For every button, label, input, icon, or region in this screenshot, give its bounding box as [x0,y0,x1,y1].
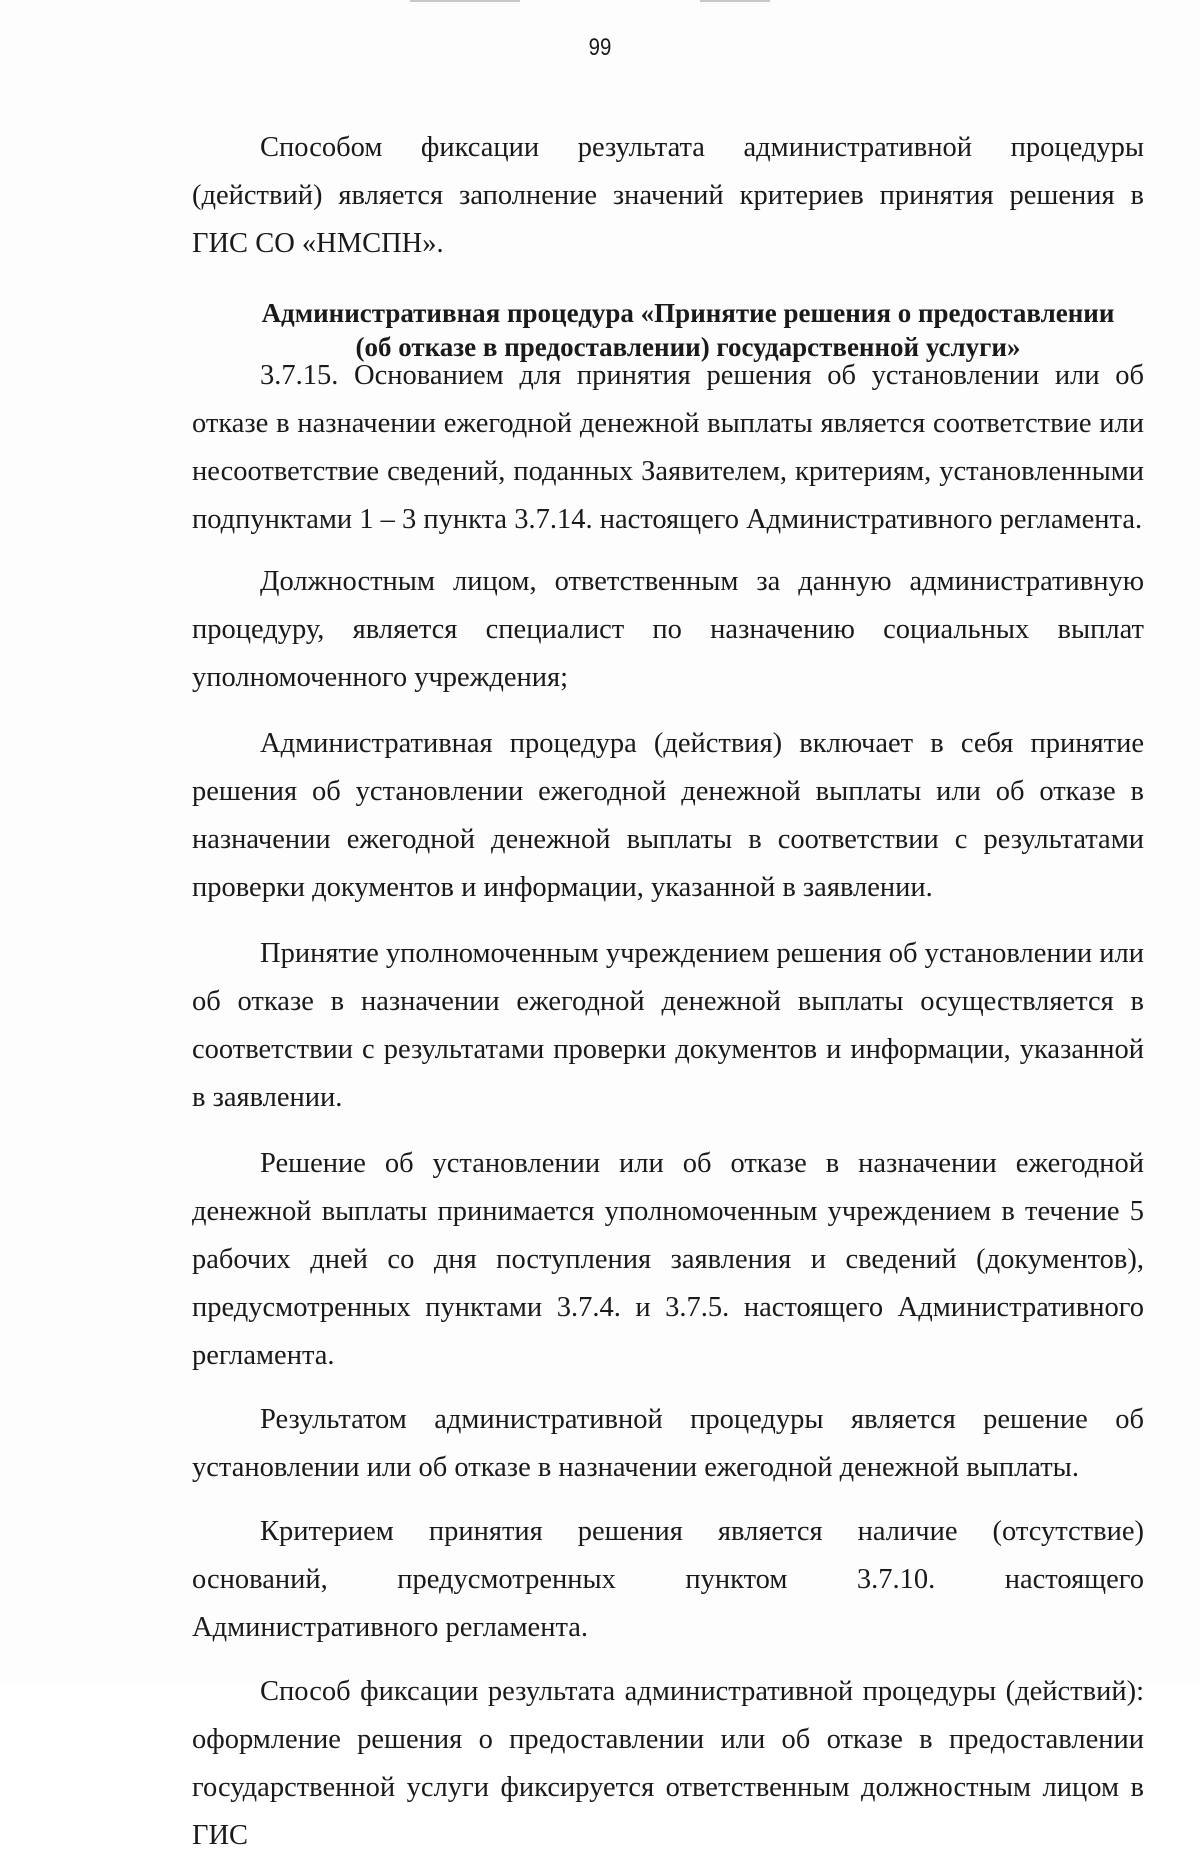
paragraph: Критерием принятия решения является наличие (отсутствие) оснований, предусмотренных пунктом 3.7.10. настоящего Административного регламента. [192,1516,1144,1643]
paragraph: Должностным лицом, ответственным за данную административную процедуру, является специалист по назначению социальных выплат уполномоченного учреждения; [192,566,1144,693]
paragraph: 3.7.15. Основанием для принятия решения об установлении или об отказе в назначении ежегодной денежной выплаты является соответствие или несоответствие сведений, поданных Заявителем, критериям, установленными подпунктами 1 – 3 пункта 3.7.14. настоящего Административного регламента. [192,360,1144,535]
body-block [192,352,1144,1860]
intro-block [192,124,1144,268]
scan-artifact [700,0,770,2]
paragraph: Принятие уполномоченным учреждением решения об установлении или об отказе в назначении ежегодной денежной выплаты осуществляется в соответствии с результатами проверки документов и информации, указанной в заявлении. [192,938,1144,1113]
page-number: 99 [588,34,612,61]
scan-artifact [410,0,520,2]
paragraph: Административная процедура (действия) включает в себя принятие решения об установлении ежегодной денежной выплаты или об отказе в назначении ежегодной денежной выплаты в соответствии с результатами проверки документов и информации, указанной в заявлении. [192,728,1144,903]
section-heading-line: Административная процедура «Принятие решения о предоставлении [261,298,1115,328]
paragraph: Способом фиксации результата административной процедуры (действий) является заполнение значений критериев принятия решения в ГИС СО «НМСПН». [192,132,1144,259]
paragraph: Способ фиксации результата административной процедуры (действий): оформление решения о предоставлении или об отказе в предоставлении государственной услуги фиксируется ответственным должностным лицом в ГИС [192,1676,1144,1851]
paragraph: Решение об установлении или об отказе в назначении ежегодной денежной выплаты принимается уполномоченным учреждением в течение 5 рабочих дней со дня поступления заявления и сведений (документов), предусмотренных пунктами 3.7.4. и 3.7.5. настоящего Административного регламента. [192,1148,1144,1371]
section-heading-line: (об отказе в предоставлении) государственной услуги» [355,332,1021,362]
paragraph: Результатом административной процедуры является решение об установлении или об отказе в назначении ежегодной денежной выплаты. [192,1404,1144,1483]
